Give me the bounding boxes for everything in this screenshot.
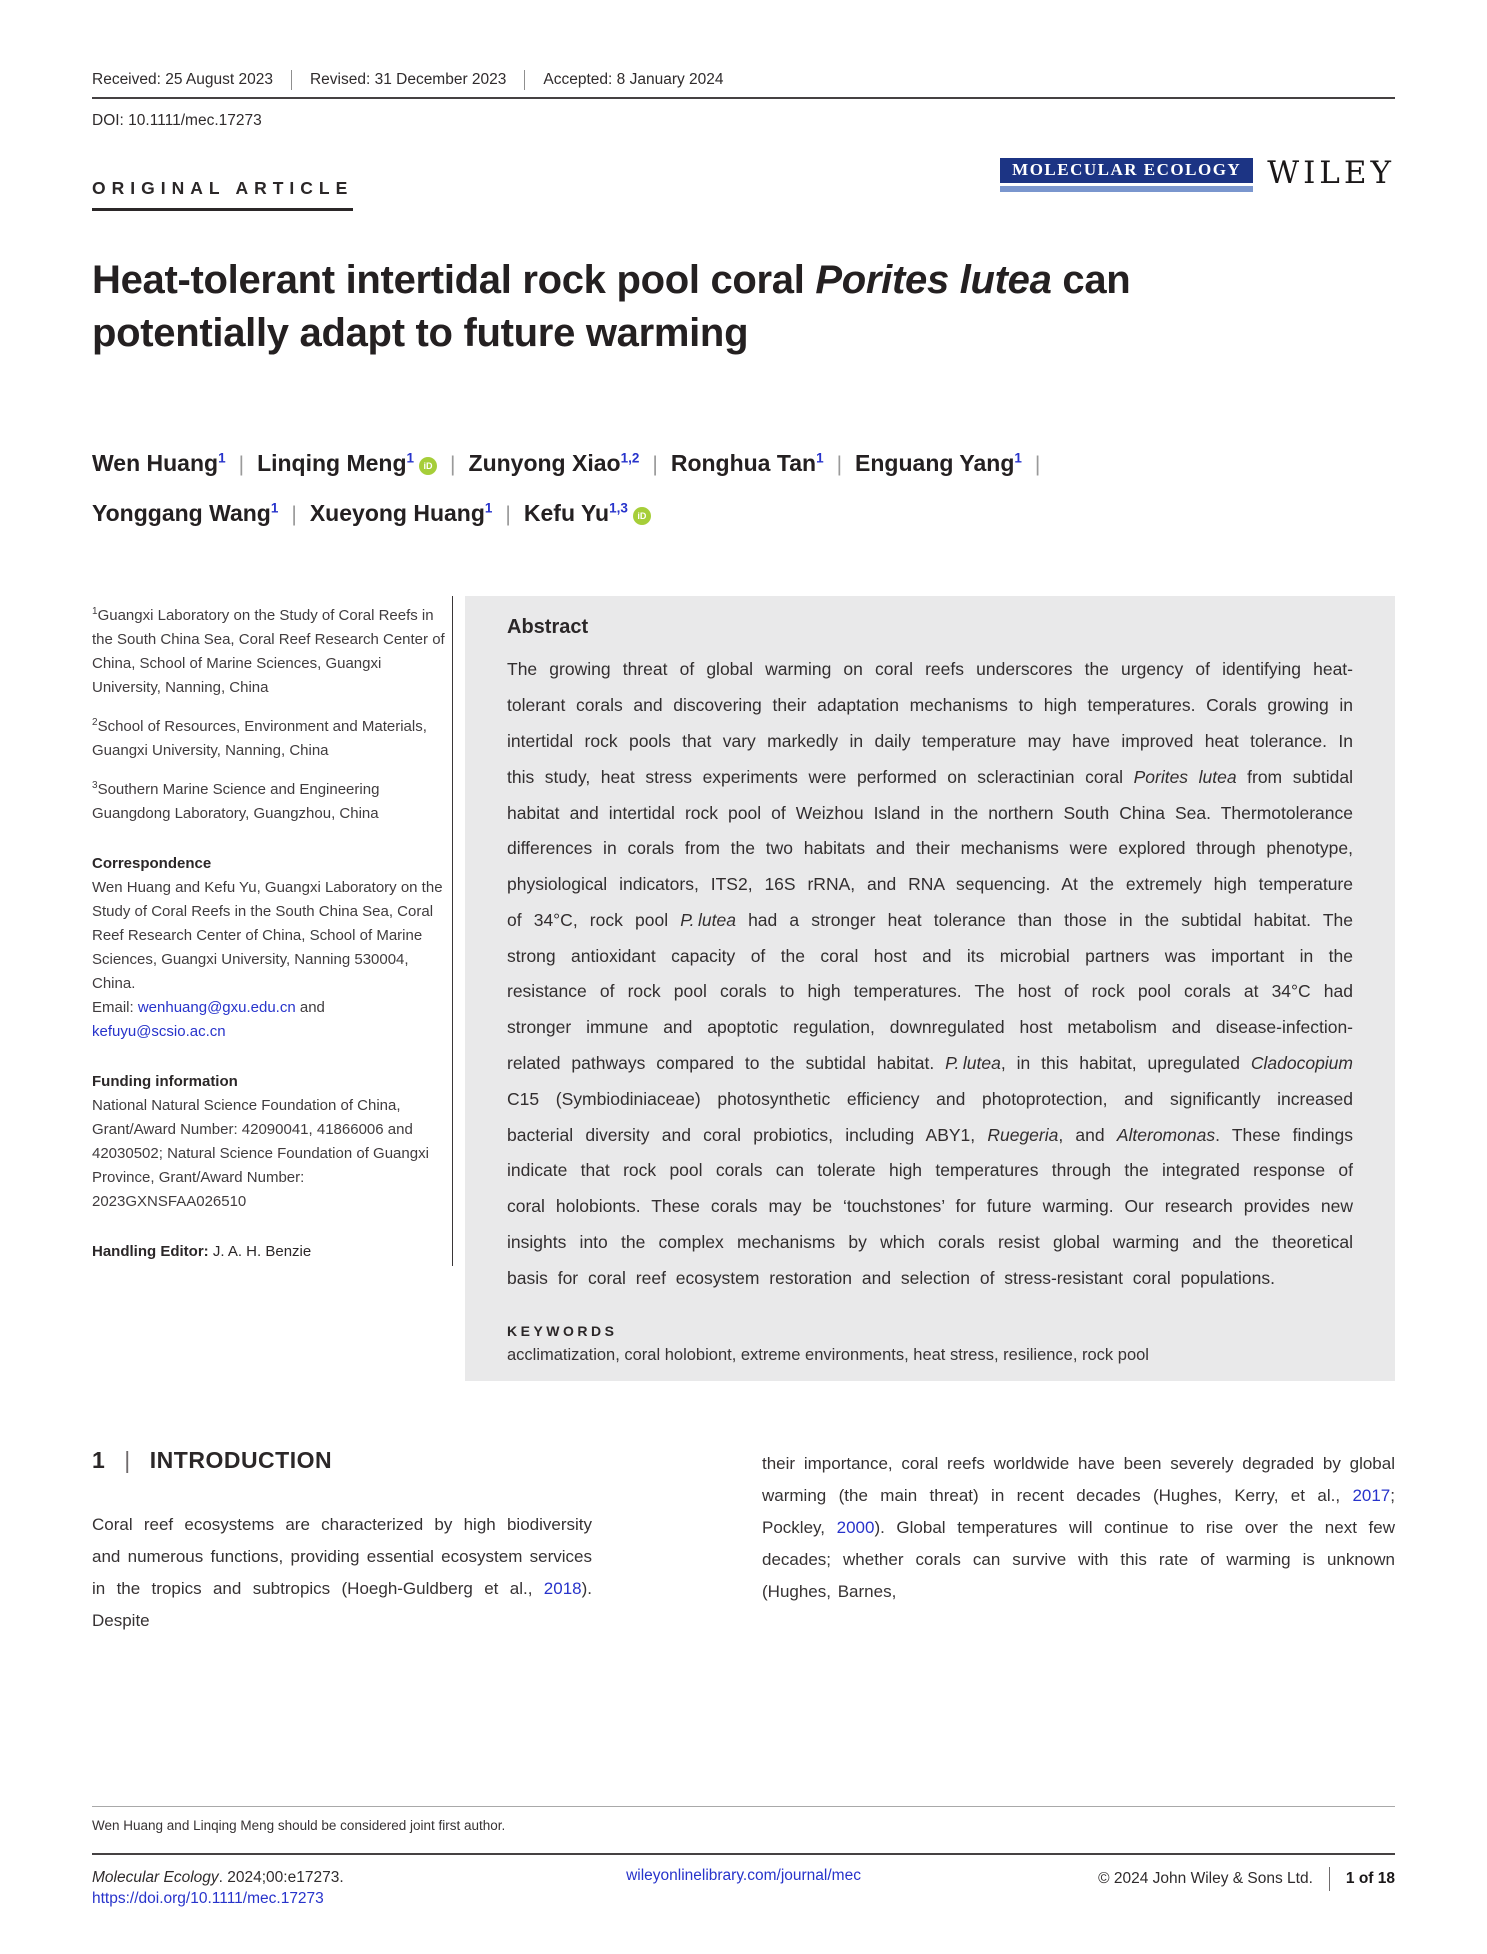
- author-affiliation-sup: 1,2: [620, 450, 640, 465]
- footer-divider: [1329, 1867, 1330, 1891]
- author-affiliation-sup: 1: [816, 450, 824, 465]
- doi: DOI: 10.1111/mec.17273: [92, 112, 262, 129]
- affiliation: $^3$Southern Marine Science and Engineering Guangdong Laboratory, Guangzhou, China: [92, 780, 380, 823]
- brand-block: [1000, 155, 1395, 192]
- abstract-text: The growing threat of global warming on coral reefs underscores the urgency of identifying heat-tolerant corals and discovering their adaptation mechanisms to high temperatures. Corals growing in intertidal rock pools that vary markedly in daily temperature may have improved heat tolerance. In this study, heat stress experiments were performed on scleractinian coral Porites lutea from subtidal habitat and intertidal rock pool of Weizhou Island in the northern South China Sea. Thermotolerance differences in corals from the two habitats and their mechanisms were explored through phenotype, physiological indicators, ITS2, 16S rRNA, and RNA sequencing. At the extremely high temperature of 34°C, rock pool P. lutea had a stronger heat tolerance than those in the subtidal habitat. The strong antioxidant capacity of the coral host and its microbial partners was important in the resistance of rock pool corals to high temperatures. The host of rock pool corals at 34°C had stronger immune and apoptotic regulation, downregulated host metabolism and disease-infection-related pathways compared to the subtidal habitat. P. lutea, in this habitat, upregulated Cladocopium C15 (Symbiodiniaceae) photosynthetic efficiency and photoprotection, and significantly increased bacterial diversity and coral probiotics, including ABY1, Ruegeria, and Alteromonas. These findings indicate that rock pool corals can tolerate high temperatures through the integrated response of coral holobionts. These corals may be ‘touchstones’ for future warming. Our research provides new insights into the complex mechanisms by which corals resist global warming and the theoretical basis for coral reef ecosystem restoration and selection of stress-resistant coral populations.: [507, 659, 1354, 1288]
- footer: [92, 1867, 1395, 1909]
- footer-right: [861, 1867, 1395, 1891]
- publisher-logo: WILEY: [1267, 155, 1395, 191]
- journal-site-link[interactable]: wileyonlinelibrary.com/journal/mec: [626, 1867, 861, 1884]
- author-affiliation-sup: 1: [218, 450, 226, 465]
- author-list: [92, 436, 1395, 537]
- funding-text: National Natural Science Foundation of China, Grant/Award Number: 42090041, 41866006 and 42030502; Natural Science Foundation of Guangxi Province, Grant/Award Number: 2023GXNSFAA026510: [92, 1097, 429, 1211]
- article-info-sidebar: [92, 596, 445, 1264]
- footnote-rule: [92, 1806, 1395, 1807]
- orcid-icon[interactable]: iD: [419, 457, 437, 475]
- page-number: 1 of 18: [1345, 1870, 1396, 1887]
- author-separator: |: [291, 503, 297, 527]
- author-name: Enguang Yang$^1$: [855, 449, 1022, 476]
- citation-link[interactable]: 2017: [1352, 1485, 1391, 1505]
- intro-paragraph: their importance, coral reefs worldwide have been severely degraded by global warming (the main threat) in recent decades (Hughes, Kerry, et al., 2017; Pockley, 2000). Global temperatures will continue to rise over the next few decades; whether corals can survive with this rate of warming is unknown (Hughes, Barnes,: [762, 1453, 1395, 1601]
- title-text: potentially adapt to future warming: [92, 311, 749, 355]
- email-link[interactable]: kefuyu@scsio.ac.cn: [92, 1023, 226, 1041]
- correspondence-text: Wen Huang and Kefu Yu, Guangxi Laboratory on the Study of Coral Reefs in the South China Sea, Coral Reef Research Center of China, School of Marine Sciences, Guangxi University, Nanning 530004, China. Email: wenhuang@gxu.edu.cn and kefuyu@scsio.ac.cn: [92, 879, 443, 1041]
- email-link[interactable]: wenhuang@gxu.edu.cn: [137, 999, 296, 1017]
- author-name: Ronghua Tan$^1$: [670, 449, 824, 476]
- author-name: Kefu Yu$^{1,3}$ iD: [524, 500, 651, 526]
- author-separator: |: [238, 452, 245, 476]
- author-name: Linqing Meng$^1$ iD: [257, 450, 437, 476]
- intro-paragraph: Coral reef ecosystems are characterized by high biodiversity and numerous functions, providing essential ecosystem services in the tropics and subtropics (Hoegh-Guldberg et al., 2018). Despite: [92, 1514, 592, 1630]
- keywords-text: acclimatization, coral holobiont, extreme environments, heat stress, resilience, rock pool: [507, 1345, 1149, 1364]
- intro-right-column: [762, 1445, 1395, 1637]
- author-name: Zunyong Xiao$^{1,2}$: [468, 449, 640, 476]
- copyright: © 2024 John Wiley & Sons Ltd.: [1098, 1870, 1313, 1887]
- meta-divider: [524, 70, 525, 90]
- author-affiliation-sup: 1: [406, 450, 415, 465]
- header-row: [92, 155, 1395, 210]
- abstract-heading: Abstract: [507, 616, 589, 639]
- article-title: [92, 254, 1395, 360]
- author-separator: |: [1034, 452, 1041, 476]
- affiliation: $^1$Guangxi Laboratory on the Study of Coral Reefs in the South China Sea, Coral Reef Research Center of China, School of Marine Sciences, Guangxi University, Nanning, China: [92, 606, 445, 697]
- footer-rule: [92, 1853, 1395, 1855]
- page-footer-block: [92, 1806, 1395, 1909]
- journal-logo: [1000, 158, 1253, 192]
- journal-name-badge: MOLECULAR ECOLOGY: [1000, 158, 1253, 183]
- author-name: Yonggang Wang$^1$: [92, 500, 279, 527]
- footer-citation: Molecular Ecology. 2024;00:e17273. https://doi.org/10.1111/mec.17273: [92, 1869, 344, 1907]
- citation-link[interactable]: 2000: [836, 1517, 875, 1537]
- received-date: Received: 25 August 2023: [92, 71, 273, 88]
- author-name: Xueyong Huang$^1$: [309, 500, 493, 527]
- intro-left-column: [92, 1445, 592, 1637]
- author-separator: |: [836, 452, 843, 476]
- revised-date: Revised: 31 December 2023: [309, 71, 507, 88]
- abstract-section: [465, 596, 1395, 1380]
- author-affiliation-sup: 1: [484, 500, 493, 516]
- article-type-label: ORIGINAL ARTICLE: [92, 178, 353, 211]
- badge-underline: [1000, 186, 1253, 192]
- vertical-divider: [452, 596, 453, 1266]
- section-heading: 1 | INTRODUCTION: [92, 1446, 333, 1473]
- article-history-bar: [92, 70, 1395, 99]
- affiliation: $^2$School of Resources, Environment and Materials, Guangxi University, Nanning, China: [92, 717, 427, 760]
- accepted-date: Accepted: 8 January 2024: [543, 71, 724, 88]
- correspondence-heading: Correspondence: [92, 855, 212, 873]
- joint-author-footnote: Wen Huang and Linqing Meng should be considered joint first author.: [92, 1818, 506, 1833]
- author-name: Wen Huang$^1$: [92, 449, 226, 476]
- footer-journal-link: [626, 1867, 861, 1885]
- title-text: can: [1051, 258, 1131, 302]
- author-separator: |: [505, 503, 511, 527]
- handling-editor: Handling Editor: J. A. H. Benzie: [92, 1243, 312, 1261]
- author-affiliation-sup: 1: [1014, 450, 1022, 465]
- meta-divider: [291, 70, 292, 90]
- funding-heading: Funding information: [92, 1073, 238, 1091]
- author-affiliation-sup: 1: [270, 500, 279, 516]
- introduction-section: [92, 1445, 1395, 1637]
- doi-link[interactable]: https://doi.org/10.1111/mec.17273: [92, 1890, 324, 1907]
- title-species-italic: Porites lutea: [815, 258, 1052, 302]
- abstract-row: [92, 596, 1395, 1380]
- author-separator: |: [652, 452, 658, 476]
- citation-link[interactable]: 2018: [543, 1578, 582, 1598]
- title-text: Heat-tolerant intertidal rock pool coral: [92, 258, 816, 302]
- author-affiliation-sup: 1,3: [609, 500, 628, 516]
- author-separator: |: [450, 452, 456, 476]
- keywords-heading: KEYWORDS: [507, 1322, 618, 1339]
- orcid-icon[interactable]: iD: [633, 507, 651, 525]
